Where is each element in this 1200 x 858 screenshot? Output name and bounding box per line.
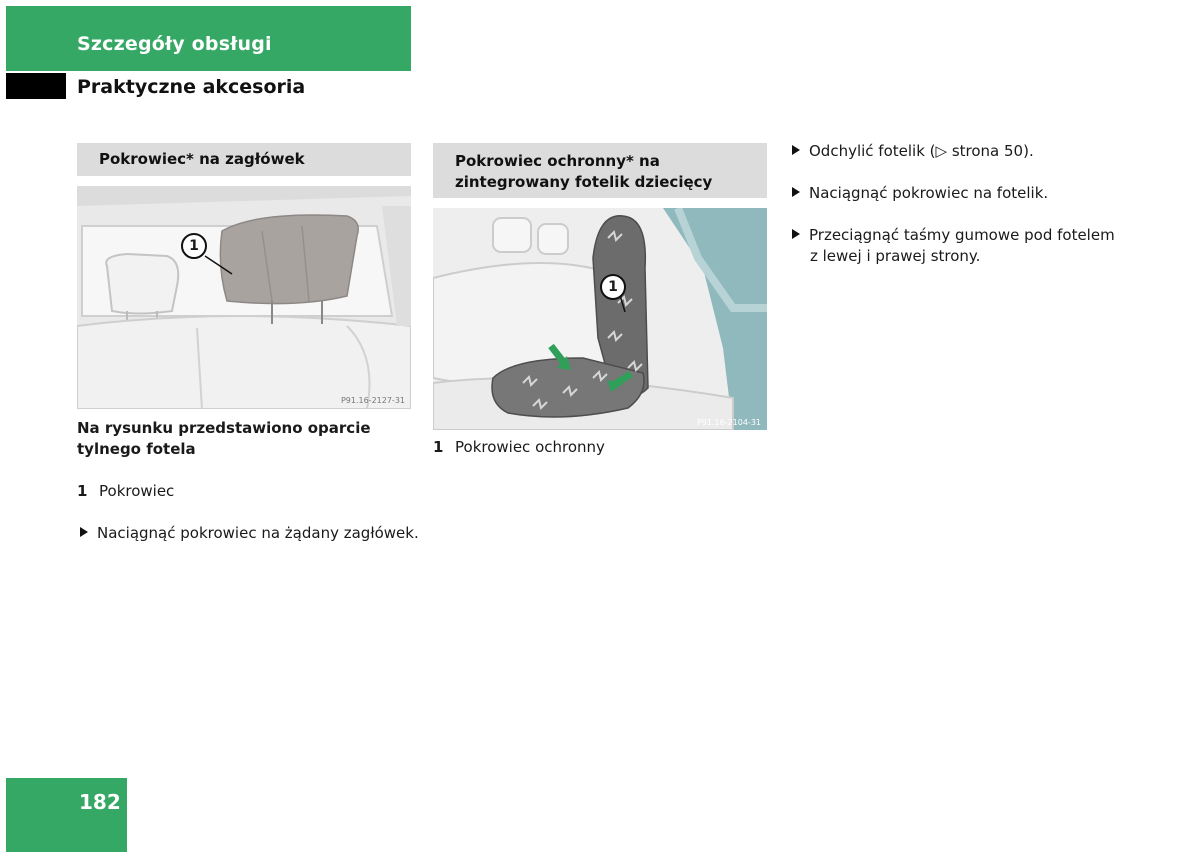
headrest-figure — [77, 186, 411, 409]
child-seat-illustration — [433, 208, 767, 430]
callout-1: 1 — [181, 233, 207, 259]
headrest-cover-heading: Pokrowiec* na zagłówek — [77, 143, 411, 176]
bullet-arrow-icon — [792, 145, 800, 155]
headrest-illustration — [77, 186, 411, 409]
callout-1: 1 — [600, 274, 626, 300]
legend-item — [433, 437, 605, 458]
instruction-step — [792, 141, 1102, 162]
page-subtitle: Praktyczne akcesoria — [77, 76, 306, 98]
bullet-arrow-icon — [792, 187, 800, 197]
figure-code: P91.16-2127-31 — [340, 396, 405, 405]
step-text: Naciągnąć pokrowiec na żądany zagłówek. — [97, 524, 419, 542]
instruction-step — [792, 225, 1120, 267]
step-text: Przeciągnąć taśmy gumowe pod fotelem z lewej i prawej strony. — [809, 226, 1115, 265]
bullet-arrow-icon — [80, 527, 88, 537]
figure-code: P91.16-2104-31 — [696, 418, 761, 427]
legend-number: 1 — [77, 482, 88, 500]
instruction-step — [792, 183, 1102, 204]
legend-item — [77, 481, 174, 502]
figure-caption: Na rysunku przedstawiono oparcie tylnego fotela — [77, 419, 371, 458]
chapter-marker — [6, 73, 66, 99]
legend-number: 1 — [433, 438, 444, 456]
legend-text: Pokrowiec ochronny — [455, 438, 605, 456]
step-text: Naciągnąć pokrowiec na fotelik. — [809, 184, 1049, 202]
section-title: Szczegóły obsługi — [77, 33, 272, 55]
bullet-arrow-icon — [792, 229, 800, 239]
step-text: Odchylić fotelik (▷ strona 50). — [809, 142, 1034, 160]
legend-text: Pokrowiec — [99, 482, 175, 500]
instruction-step — [80, 523, 419, 544]
child-seat-figure — [433, 208, 767, 430]
child-seat-cover-heading: Pokrowiec ochronny* na zintegrowany fotelik dziecięcy — [433, 143, 767, 198]
page-number: 182 — [79, 790, 121, 814]
